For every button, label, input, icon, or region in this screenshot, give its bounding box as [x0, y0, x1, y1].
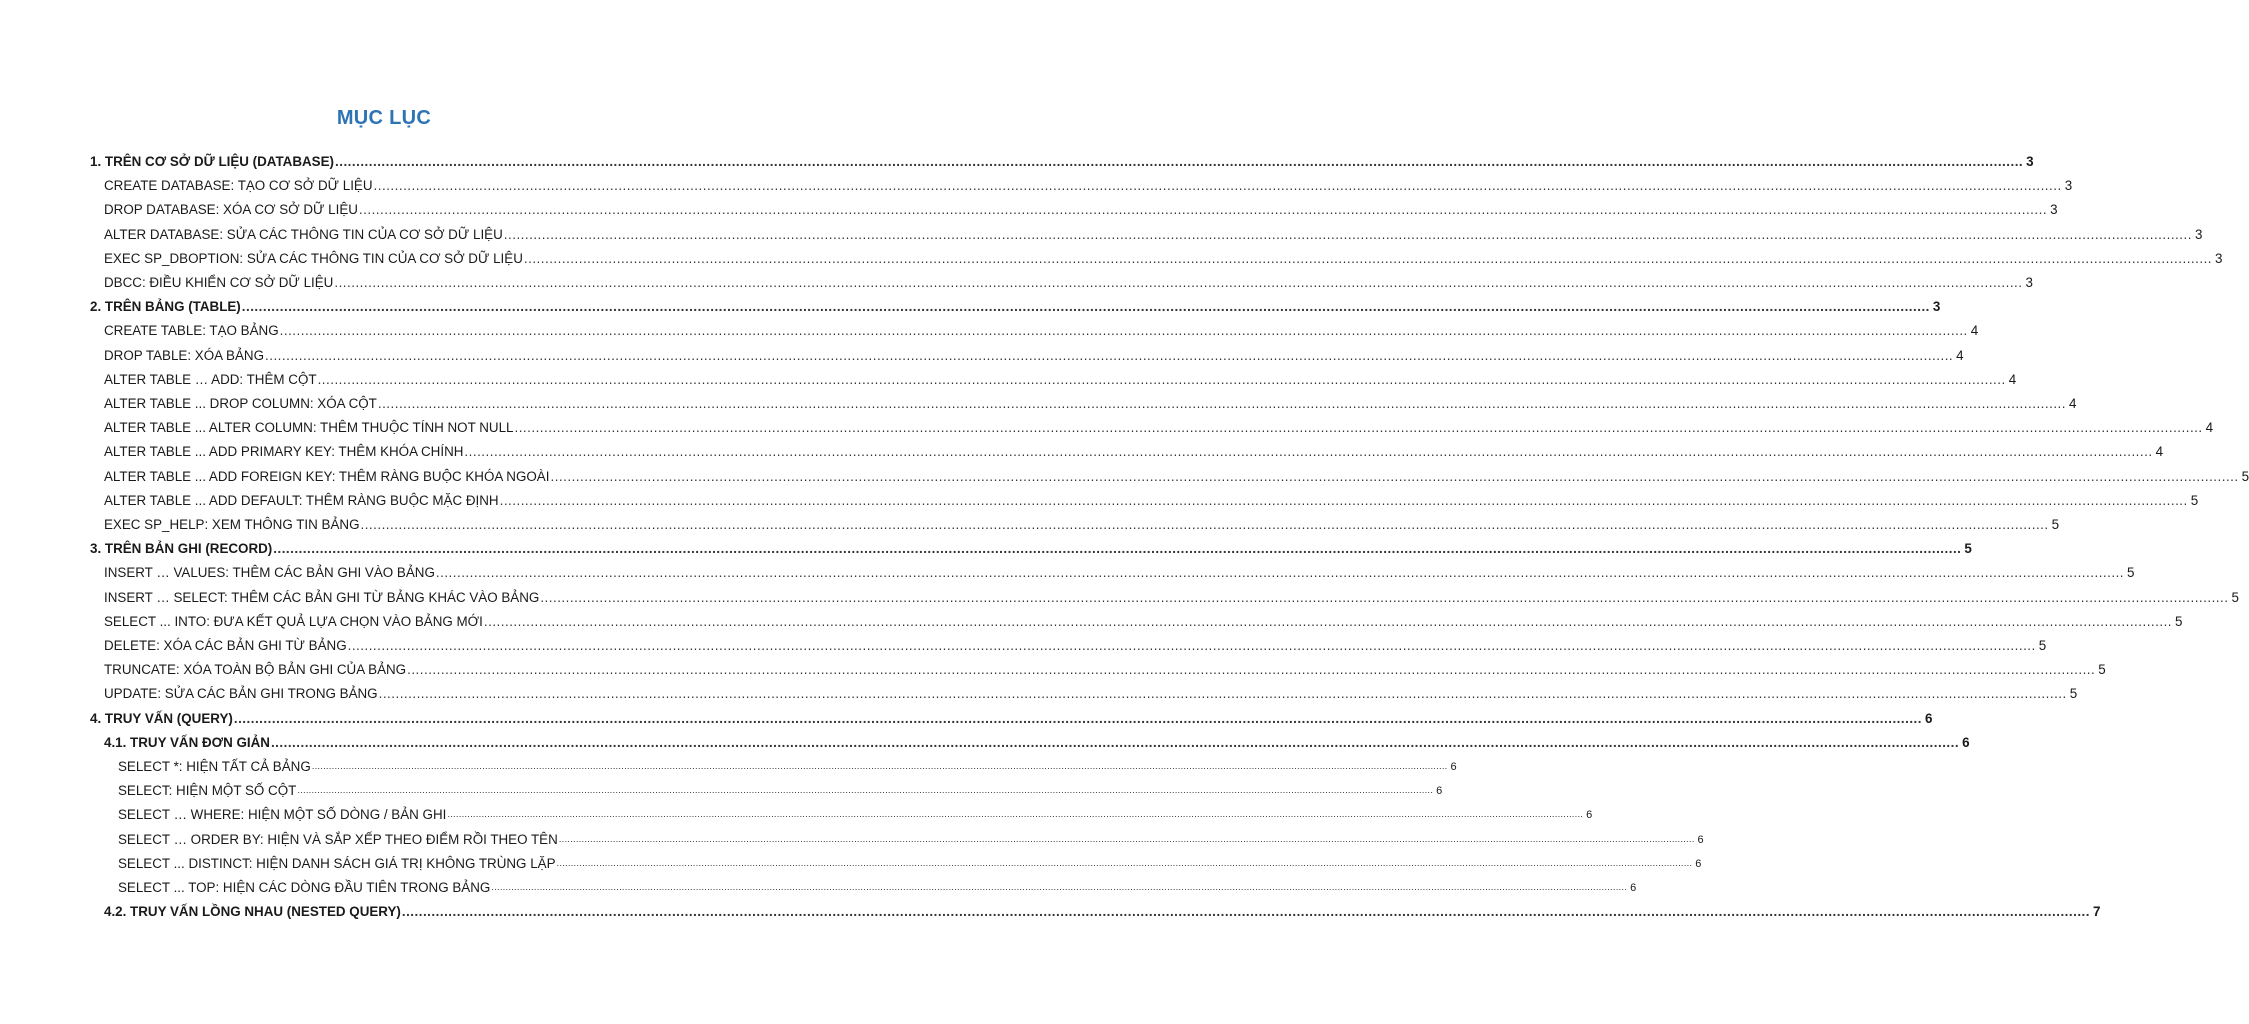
toc-dot-leader: ................................................................................................................................................................................................................................................................................................................................................................................................................ — [523, 250, 2213, 266]
toc-entry[interactable] — [104, 514, 2060, 536]
toc-dot-leader: ................................................................................................................................................................................................................................................................................................................................................................................................................ — [514, 420, 2203, 436]
toc-page-number: 5 — [2038, 638, 2047, 653]
toc-page-number: 5 — [2241, 468, 2249, 484]
toc-page-number: 6 — [1925, 710, 1933, 726]
toc-dot-leader: ................................................................................................................................................................................................................................................................................................................................................................................................................ — [550, 468, 2239, 484]
toc-entry-label: 2. TRÊN BẢNG (TABLE) — [90, 299, 241, 315]
toc-dot-leader: ................................................................................................................................................................................................................................................................................................................................................................................................................ — [273, 541, 1962, 557]
toc-entry-label: CREATE DATABASE: TẠO CƠ SỞ DỮ LIỆU — [104, 178, 373, 194]
toc-entry[interactable] — [104, 369, 2017, 391]
toc-page-number: 4 — [1970, 323, 1979, 339]
toc-page-number: 3 — [2064, 178, 2073, 194]
toc-page-number: 4 — [2155, 444, 2164, 460]
toc-dot-leader: ................................................................................................................................................................................................................................................................................................................................................................................................................ — [358, 202, 2048, 218]
toc-section-entry[interactable] — [90, 296, 1941, 318]
toc-dot-leader: ................................................................................................................................................................................................................................................................................................................................................................................................................ — [499, 492, 2188, 508]
toc-entry[interactable] — [104, 175, 2073, 197]
toc-page-number: 5 — [2069, 686, 2078, 702]
toc-dot-leader: ................................................................................................................................................................................................................................................................................................................................................................................................................ — [378, 686, 2067, 702]
toc-page-number: 6 — [1450, 761, 1457, 773]
toc-entry-label: SELECT … WHERE: HIỆN MỘT SỐ DÒNG / BẢN GHI — [118, 807, 447, 823]
toc-entry-label: SELECT: HIỆN MỘT SỐ CỘT — [118, 783, 297, 799]
toc-page-number: 4 — [2205, 420, 2214, 436]
toc-entry[interactable] — [104, 562, 2135, 584]
toc-entry-label: TRUNCATE: XÓA TOÀN BỘ BẢN GHI CỦA BẢNG — [104, 662, 407, 678]
page-title: MỤC LỤC — [336, 107, 432, 129]
toc-entry-label: 4.1. TRUY VẤN ĐƠN GIẢN — [104, 734, 270, 750]
toc-page-number: 7 — [2093, 904, 2101, 920]
toc-dot-leader: ................................................................................................................................................................................................................................................................................................................................................................................................................ — [347, 638, 2036, 653]
toc-dot-leader: ................................................................................................................................................................................................................................................................................................................................................................................................................ — [270, 734, 1960, 750]
toc-dot-leader: ................................................................................................................................................................................................................................................................................................................................................................................................................ — [401, 904, 2091, 920]
toc-entry-label: 4. TRUY VẤN (QUERY) — [90, 710, 233, 726]
toc-entry[interactable] — [104, 393, 2077, 415]
toc-subsection-entry[interactable] — [104, 901, 2101, 923]
toc-entry[interactable] — [104, 587, 2239, 609]
toc-entry-label: SELECT ... TOP: HIỆN CÁC DÒNG ĐẦU TIÊN TRONG BẢNG — [118, 880, 491, 895]
toc-section-entry[interactable] — [90, 708, 1933, 730]
toc-dot-leader: ................................................................................................................................................................................................................................................................................................................................................................................................................ — [373, 178, 2062, 194]
toc-entry-label: ALTER TABLE ... ADD PRIMARY KEY: THÊM KHÓA CHÍNH — [104, 444, 464, 460]
toc-page-number: 6 — [1697, 833, 1704, 846]
toc-dot-leader: ................................................................................................................................................................................................................................................................................................................................................................................................................ — [279, 323, 1968, 339]
toc-entry[interactable] — [104, 224, 2203, 246]
toc-entry[interactable] — [104, 611, 2183, 633]
toc-dot-leader: ................................................................................................................................................................................................................................................................................................................................................................................................................ — [447, 809, 1584, 821]
toc-entry[interactable] — [104, 272, 2033, 294]
toc-dot-leader: ................................................................................................................................................................................................................................................................................................................................................................................................................ — [491, 882, 1628, 893]
toc-page-number: 5 — [2051, 517, 2060, 532]
toc-entry-label: CREATE TABLE: TẠO BẢNG — [104, 323, 279, 339]
toc-dot-leader: ................................................................................................................................................................................................................................................................................................................................................................................................................ — [297, 785, 1434, 797]
toc-entry[interactable] — [104, 683, 2078, 705]
toc-entry[interactable] — [118, 804, 1593, 826]
toc-page-number: 5 — [2098, 662, 2106, 678]
toc-entry-label: DELETE: XÓA CÁC BẢN GHI TỪ BẢNG — [104, 638, 347, 653]
toc-page-number: 3 — [1932, 299, 1941, 315]
toc-dot-leader: ................................................................................................................................................................................................................................................................................................................................................................................................................ — [334, 275, 2023, 290]
toc-page-number: 6 — [1436, 785, 1443, 798]
toc-entry-label: 3. TRÊN BẢN GHI (RECORD) — [90, 541, 273, 557]
toc-entry-label: DROP DATABASE: XÓA CƠ SỞ DỮ LIỆU — [104, 202, 358, 218]
toc-entry[interactable] — [104, 635, 2047, 657]
toc-entry[interactable] — [104, 320, 1979, 342]
toc-entry-label: DROP TABLE: XÓA BẢNG — [104, 347, 264, 363]
toc-entry-label: ALTER DATABASE: SỬA CÁC THÔNG TIN CỦA CƠ SỞ DỮ LIỆU — [104, 226, 503, 242]
toc-dot-leader: ................................................................................................................................................................................................................................................................................................................................................................................................................ — [556, 857, 1693, 869]
toc-entry[interactable] — [118, 877, 1637, 899]
toc-entry-label: 4.2. TRUY VẤN LỒNG NHAU (NESTED QUERY) — [104, 904, 401, 920]
toc-page-number: 6 — [1586, 809, 1593, 822]
toc-entry[interactable] — [118, 780, 1443, 802]
toc-section-entry[interactable] — [90, 538, 1972, 560]
toc-entry[interactable] — [104, 248, 2223, 270]
toc-page-number: 5 — [2127, 565, 2135, 581]
toc-entry-label: EXEC SP_DBOPTION: SỬA CÁC THÔNG TIN CỦA CƠ SỞ DỮ LIỆU — [104, 250, 523, 266]
toc-entry-label: SELECT … ORDER BY: HIỆN VÀ SẮP XẾP THEO ĐIỂM RỒI THEO TÊN — [118, 831, 558, 847]
toc-entry[interactable] — [104, 417, 2214, 439]
toc-page-number: 3 — [2194, 226, 2203, 242]
toc-page-number: 6 — [1695, 857, 1702, 870]
toc-page-number: 5 — [2175, 613, 2183, 629]
toc-page-number: 3 — [2025, 275, 2033, 290]
toc-entry-label: SELECT ... INTO: ĐƯA KẾT QUẢ LỰA CHỌN VÀO BẢNG MỚI — [104, 613, 483, 629]
toc-dot-leader: ................................................................................................................................................................................................................................................................................................................................................................................................................ — [233, 710, 1923, 726]
toc-entry-label: SELECT ... DISTINCT: HIỆN DANH SÁCH GIÁ TRỊ KHÔNG TRÙNG LẶP — [118, 855, 556, 871]
toc-entry[interactable] — [118, 756, 1457, 778]
toc-subsection-entry[interactable] — [104, 732, 1970, 754]
toc-dot-leader: ................................................................................................................................................................................................................................................................................................................................................................................................................ — [464, 444, 2153, 460]
toc-entry-label: ALTER TABLE … ADD: THÊM CỘT — [104, 371, 317, 387]
toc-section-entry[interactable] — [90, 151, 2034, 173]
toc-entry-label: ALTER TABLE ... DROP COLUMN: XÓA CỘT — [104, 396, 377, 411]
toc-page-number: 4 — [2008, 371, 2017, 387]
toc-entry-label: SELECT *: HIỆN TẤT CẢ BẢNG — [118, 759, 311, 774]
toc-dot-leader: ................................................................................................................................................................................................................................................................................................................................................................................................................ — [317, 371, 2006, 387]
toc-entry-label: 1. TRÊN CƠ SỞ DỮ LIỆU (DATABASE) — [90, 154, 334, 169]
toc-entry[interactable] — [118, 853, 1702, 875]
toc-dot-leader: ................................................................................................................................................................................................................................................................................................................................................................................................................ — [241, 299, 1930, 315]
toc-entry[interactable] — [104, 659, 2106, 681]
toc-entry-label: ALTER TABLE ... ALTER COLUMN: THÊM THUỘC TÍNH NOT NULL — [104, 420, 514, 436]
toc-entry-label: INSERT … SELECT: THÊM CÁC BẢN GHI TỪ BẢNG KHÁC VÀO BẢNG — [104, 589, 540, 605]
toc-page-number: 4 — [2069, 396, 2077, 411]
toc-entry[interactable] — [104, 345, 1964, 367]
toc-dot-leader: ................................................................................................................................................................................................................................................................................................................................................................................................................ — [540, 589, 2229, 605]
toc-entry[interactable] — [104, 199, 2058, 221]
toc-page-number: 4 — [1956, 347, 1964, 363]
toc-page-number: 3 — [2026, 154, 2034, 169]
toc-entry[interactable] — [118, 829, 1704, 851]
toc-entry-label: EXEC SP_HELP: XEM THÔNG TIN BẢNG — [104, 517, 360, 532]
toc-dot-leader: ................................................................................................................................................................................................................................................................................................................................................................................................................ — [360, 517, 2049, 532]
toc-page-number: 6 — [1630, 882, 1637, 894]
toc-entry-label: UPDATE: SỬA CÁC BẢN GHI TRONG BẢNG — [104, 686, 378, 702]
toc-entry-label: DBCC: ĐIỀU KHIỂN CƠ SỞ DỮ LIỆU — [104, 275, 334, 290]
toc-page-number: 5 — [2190, 492, 2199, 508]
toc-entry[interactable] — [104, 490, 2199, 512]
toc-dot-leader: ................................................................................................................................................................................................................................................................................................................................................................................................................ — [435, 565, 2125, 581]
toc-dot-leader: ................................................................................................................................................................................................................................................................................................................................................................................................................ — [558, 833, 1695, 845]
toc-entry-label: INSERT … VALUES: THÊM CÁC BẢN GHI VÀO BẢNG — [104, 565, 435, 581]
toc-dot-leader: ................................................................................................................................................................................................................................................................................................................................................................................................................ — [503, 226, 2192, 242]
toc-page-number: 3 — [2050, 202, 2058, 218]
toc-entry-label: ALTER TABLE ... ADD FOREIGN KEY: THÊM RÀNG BUỘC KHÓA NGOÀI — [104, 468, 550, 484]
toc-dot-leader: ................................................................................................................................................................................................................................................................................................................................................................................................................ — [335, 154, 2024, 169]
toc-dot-leader: ................................................................................................................................................................................................................................................................................................................................................................................................................ — [483, 613, 2173, 629]
toc-dot-leader: ................................................................................................................................................................................................................................................................................................................................................................................................................ — [407, 662, 2096, 678]
toc-dot-leader: ................................................................................................................................................................................................................................................................................................................................................................................................................ — [377, 396, 2066, 411]
toc-entry[interactable] — [104, 466, 2249, 488]
toc-entry-label: ALTER TABLE ... ADD DEFAULT: THÊM RÀNG BUỘC MẶC ĐỊNH — [104, 492, 499, 508]
toc-page-number: 3 — [2215, 250, 2223, 266]
toc-page-number: 5 — [2231, 589, 2239, 605]
toc-dot-leader: ................................................................................................................................................................................................................................................................................................................................................................................................................ — [311, 761, 1448, 772]
toc-dot-leader: ................................................................................................................................................................................................................................................................................................................................................................................................................ — [265, 347, 1954, 363]
toc-entry[interactable] — [104, 441, 2164, 463]
toc-page-number: 6 — [1962, 734, 1970, 750]
toc-page-number: 5 — [1964, 541, 1972, 557]
